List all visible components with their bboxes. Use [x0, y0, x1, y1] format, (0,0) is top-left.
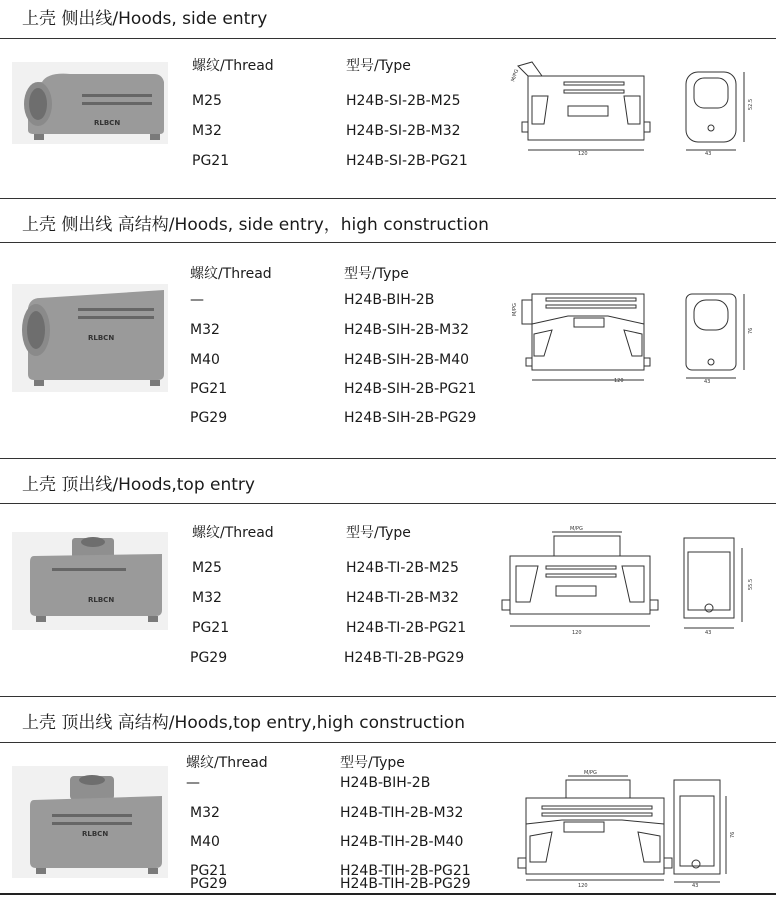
- thread-cell: PG21: [190, 863, 228, 879]
- dim-length: 120: [578, 151, 588, 157]
- thread-header: 螺纹/Thread: [186, 755, 268, 771]
- type-header: 型号/Type: [340, 755, 405, 771]
- thread-cell: PG21: [192, 620, 230, 636]
- dim-length: 120: [614, 378, 624, 384]
- type-cell: H24B-TIH-2B-M40: [340, 834, 464, 850]
- dim-cable: M/PG: [510, 68, 521, 83]
- type-cell: H24B-TI-2B-PG21: [346, 620, 467, 636]
- dimension-drawing: [496, 526, 768, 636]
- dim-width: 43: [692, 883, 699, 889]
- dim-cable: M/PG: [512, 303, 518, 316]
- product-photo: [12, 532, 168, 630]
- type-cell: H24B-SIH-2B-PG21: [344, 381, 477, 397]
- thread-cell: PG29: [190, 650, 228, 666]
- dim-cable: M/PG: [570, 526, 583, 532]
- dim-length: 120: [578, 883, 588, 889]
- thread-cell: PG21: [190, 381, 228, 397]
- thread-header: 螺纹/Thread: [192, 58, 274, 74]
- divider: [0, 696, 776, 697]
- section-title: 上壳 侧出线/Hoods, side entry: [22, 9, 268, 29]
- divider: [0, 242, 776, 243]
- dim-height: 76: [748, 327, 754, 334]
- type-cell: H24B-BIH-2B: [344, 292, 435, 308]
- thread-cell: PG29: [190, 410, 228, 426]
- thread-cell: PG29: [190, 876, 228, 892]
- product-photo: [12, 284, 168, 392]
- dim-height: 76: [730, 831, 736, 838]
- thread-cell: M40: [190, 834, 220, 850]
- type-cell: H24B-TI-2B-M32: [346, 590, 459, 606]
- thread-cell: —: [190, 292, 204, 308]
- type-header: 型号/Type: [344, 266, 409, 282]
- thread-cell: M32: [192, 590, 222, 606]
- type-header: 型号/Type: [346, 58, 411, 74]
- dim-cable: M/PG: [584, 770, 597, 776]
- thread-cell: M25: [192, 93, 222, 109]
- thread-cell: M32: [190, 805, 220, 821]
- dim-height: 52.5: [748, 98, 754, 110]
- section-title: 上壳 侧出线 高结构/Hoods, side entry，high construction: [22, 215, 489, 235]
- dim-width: 43: [705, 630, 712, 636]
- type-cell: H24B-BIH-2B: [340, 775, 431, 791]
- type-cell: H24B-TI-2B-M25: [346, 560, 459, 576]
- type-header: 型号/Type: [346, 525, 411, 541]
- type-cell: H24B-SI-2B-M32: [346, 123, 461, 139]
- dim-width: 43: [705, 151, 712, 157]
- dim-width: 43: [704, 379, 711, 385]
- type-cell: H24B-TIH-2B-PG29: [340, 876, 471, 892]
- dimension-drawing: [508, 62, 768, 158]
- product-photo: [12, 62, 168, 144]
- type-cell: H24B-SIH-2B-M40: [344, 352, 470, 368]
- brand-logo: RLBCN: [82, 830, 109, 838]
- thread-header: 螺纹/Thread: [192, 525, 274, 541]
- thread-cell: M32: [190, 322, 220, 338]
- brand-logo: RLBCN: [88, 596, 115, 604]
- thread-cell: M32: [192, 123, 222, 139]
- type-cell: H24B-TIH-2B-M32: [340, 805, 464, 821]
- divider: [0, 38, 776, 39]
- type-cell: H24B-TIH-2B-PG21: [340, 863, 471, 879]
- type-cell: H24B-TI-2B-PG29: [344, 650, 465, 666]
- divider: [0, 458, 776, 459]
- thread-cell: —: [186, 775, 200, 791]
- type-cell: H24B-SIH-2B-M32: [344, 322, 470, 338]
- type-cell: H24B-SI-2B-M25: [346, 93, 461, 109]
- divider: [0, 198, 776, 199]
- dim-height: 55.5: [748, 578, 754, 590]
- section-title: 上壳 顶出线 高结构/Hoods,top entry,high construction: [22, 713, 465, 733]
- thread-header: 螺纹/Thread: [190, 266, 272, 282]
- bottom-rule: [0, 893, 776, 895]
- thread-cell: M40: [190, 352, 220, 368]
- dimension-drawing: [508, 290, 768, 386]
- thread-cell: PG21: [192, 153, 230, 169]
- type-cell: H24B-SIH-2B-PG29: [344, 410, 477, 426]
- dimension-drawing: [512, 766, 772, 888]
- divider: [0, 503, 776, 504]
- brand-logo: RLBCN: [88, 334, 115, 342]
- brand-logo: RLBCN: [94, 119, 121, 127]
- product-photo: [12, 766, 168, 878]
- dim-length: 120: [572, 630, 582, 636]
- section-title: 上壳 顶出线/Hoods,top entry: [22, 475, 255, 495]
- thread-cell: M25: [192, 560, 222, 576]
- divider: [0, 742, 776, 743]
- type-cell: H24B-SI-2B-PG21: [346, 153, 468, 169]
